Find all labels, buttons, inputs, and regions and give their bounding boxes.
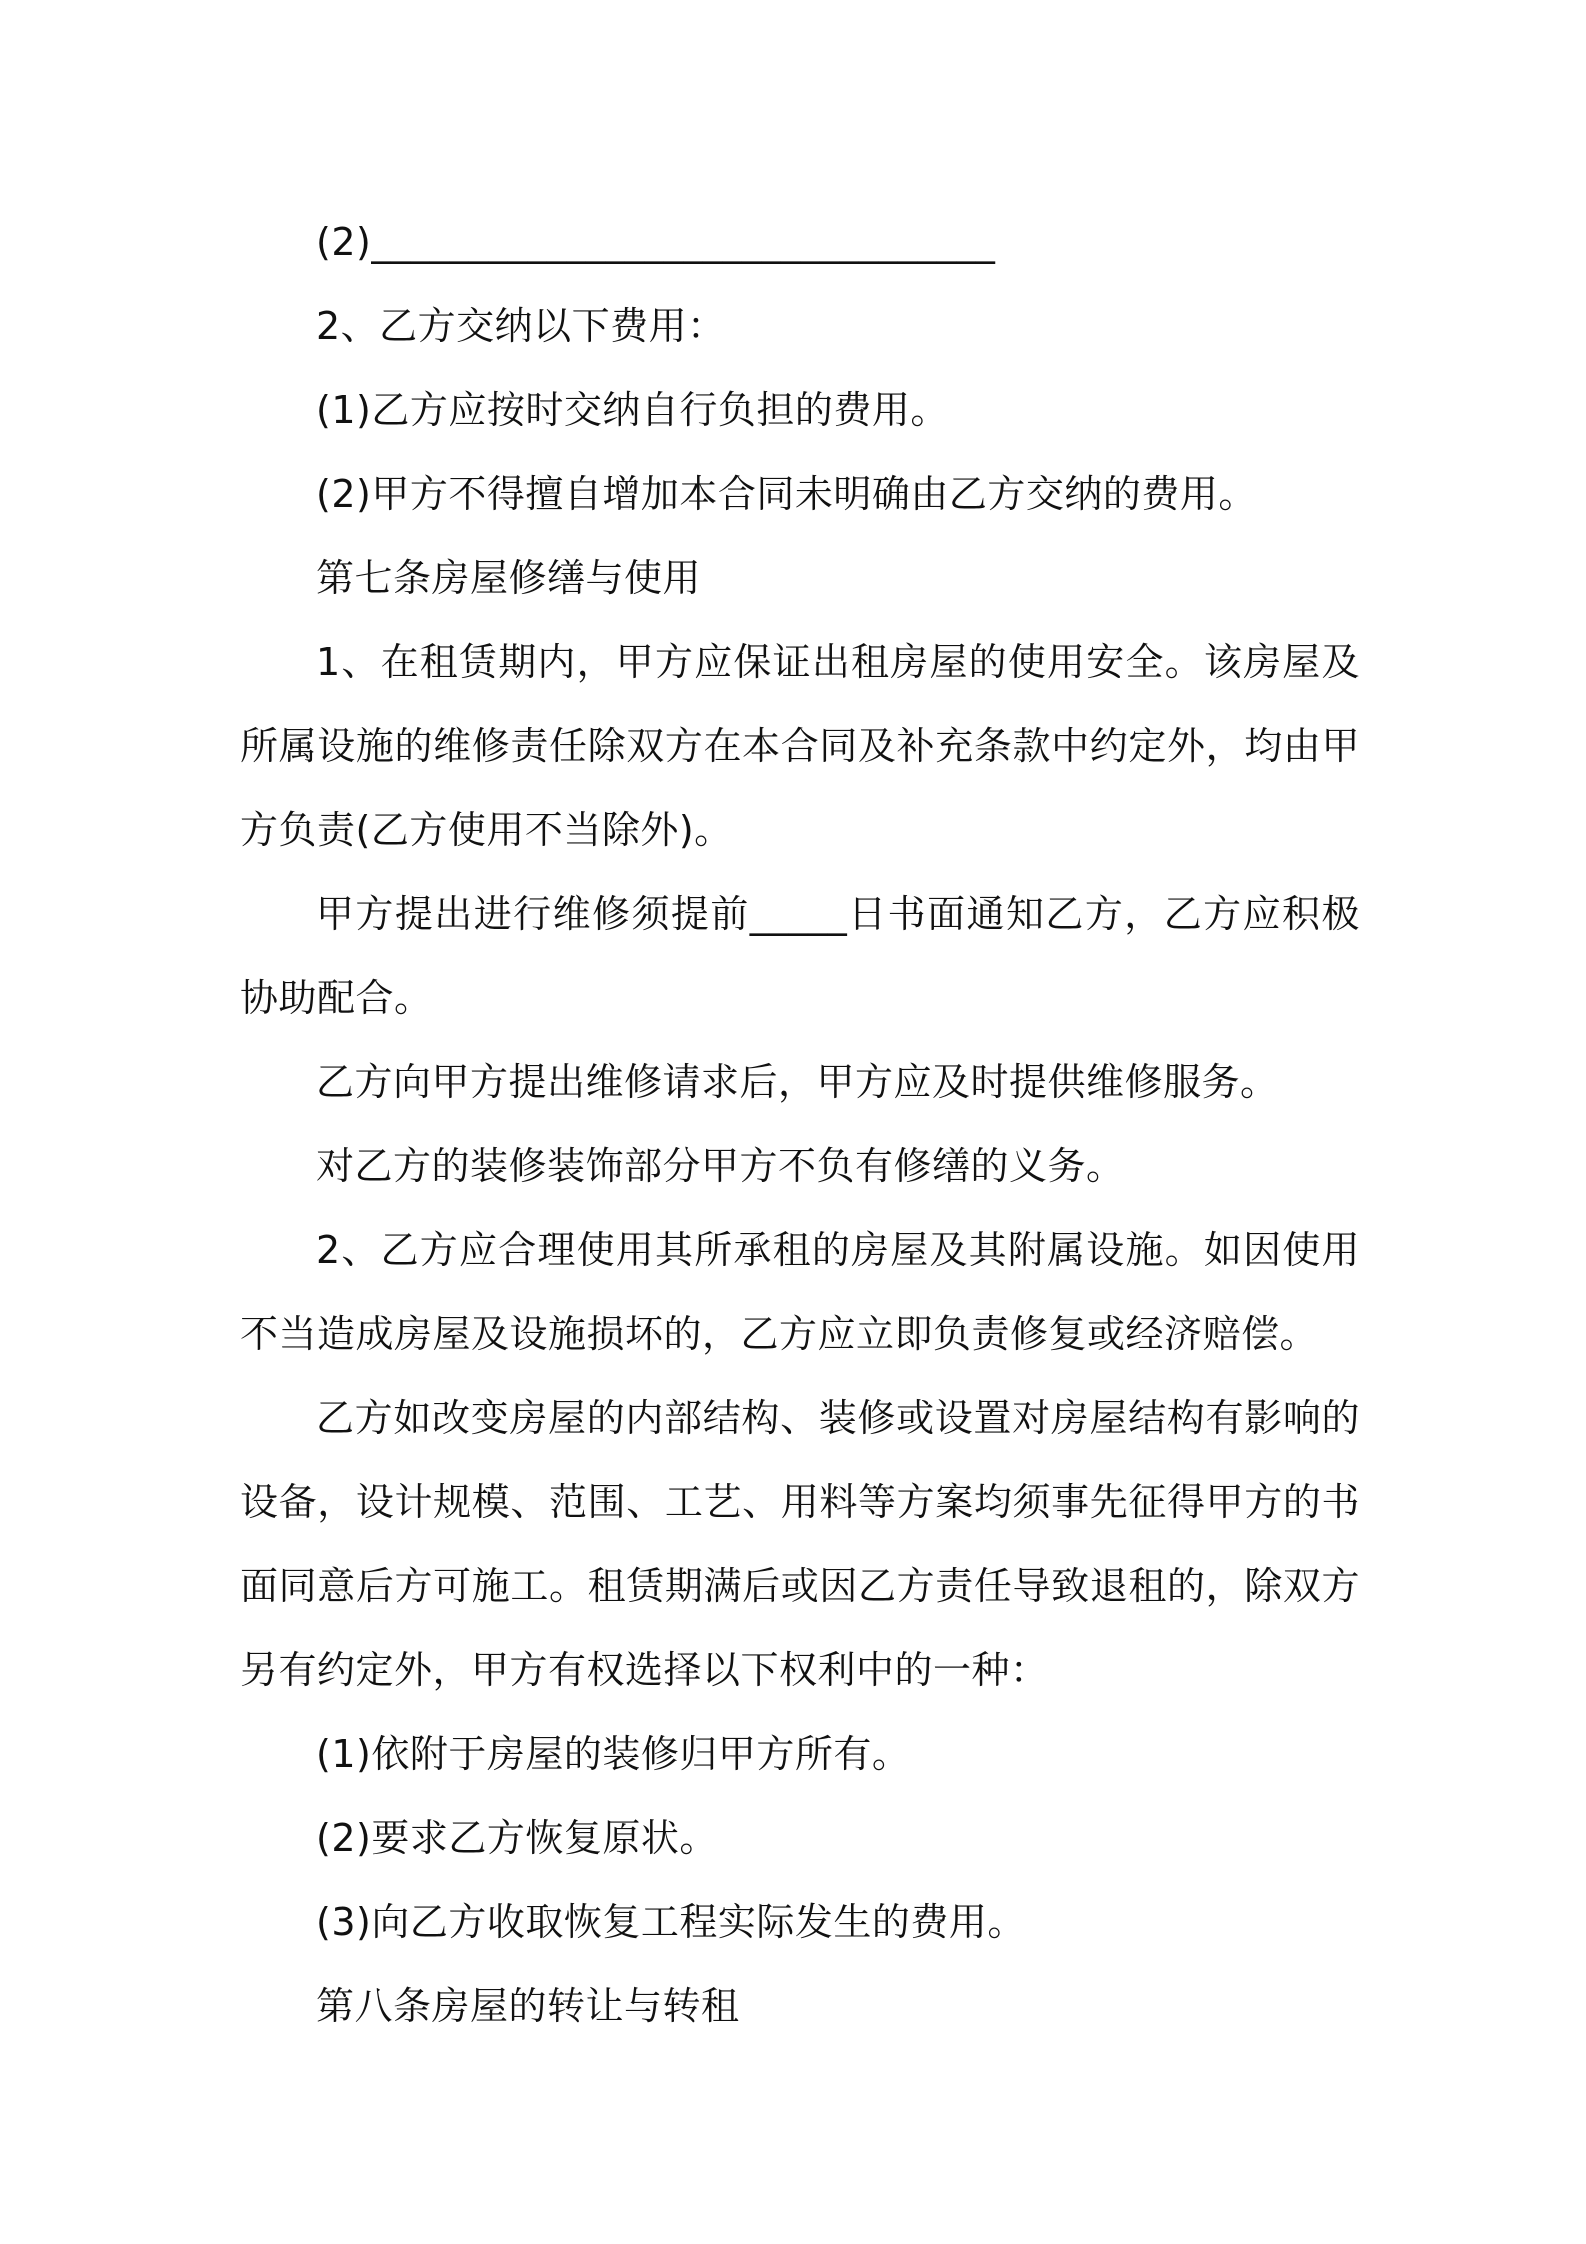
article-7-item-2: 2、乙方应合理使用其所承租的房屋及其附属设施。如因使用不当造成房屋及设施损坏的，乙方应立即负责修复或经济赔偿。: [240, 1228, 1360, 1356]
clause-fees-2: (2)甲方不得擅自增加本合同未明确由乙方交纳的费用。: [316, 472, 1257, 516]
clause-fees-1: (1)乙方应按时交纳自行负担的费用。: [316, 388, 949, 432]
article-7-structure-change: 乙方如改变房屋的内部结构、装修或设置对房屋结构有影响的设备，设计规模、范围、工艺、用料等方案均须事先征得甲方的书面同意后方可施工。租赁期满后或因乙方责任导致退租的，除双方另有约定外，甲方有权选择以下权利中的一种：: [240, 1396, 1360, 1692]
article-7-notice: 甲方提出进行维修须提前_____日书面通知乙方，乙方应积极协助配合。: [240, 892, 1360, 1020]
clause-fees-heading: 2、乙方交纳以下费用：: [316, 304, 726, 348]
article-7-option-3: (3)向乙方收取恢复工程实际发生的费用。: [316, 1900, 1026, 1944]
article-7-item-1: 1、在租赁期内，甲方应保证出租房屋的使用安全。该房屋及所属设施的维修责任除双方在本合同及补充条款中约定外，均由甲方负责(乙方使用不当除外)。: [240, 640, 1360, 852]
article-7-repair-request: 乙方向甲方提出维修请求后，甲方应及时提供维修服务。: [316, 1060, 1279, 1104]
clause-2-2-blank: (2)________________________________: [316, 220, 996, 264]
article-7-option-1: (1)依附于房屋的装修归甲方所有。: [316, 1732, 911, 1776]
article-7-option-2: (2)要求乙方恢复原状。: [316, 1816, 718, 1860]
article-7-decoration: 对乙方的装修装饰部分甲方不负有修缮的义务。: [316, 1144, 1125, 1188]
document-page: [240, 200, 1360, 2048]
article-8-heading: 第八条房屋的转让与转租: [316, 1984, 740, 2028]
article-7-heading: 第七条房屋修缮与使用: [316, 556, 702, 600]
